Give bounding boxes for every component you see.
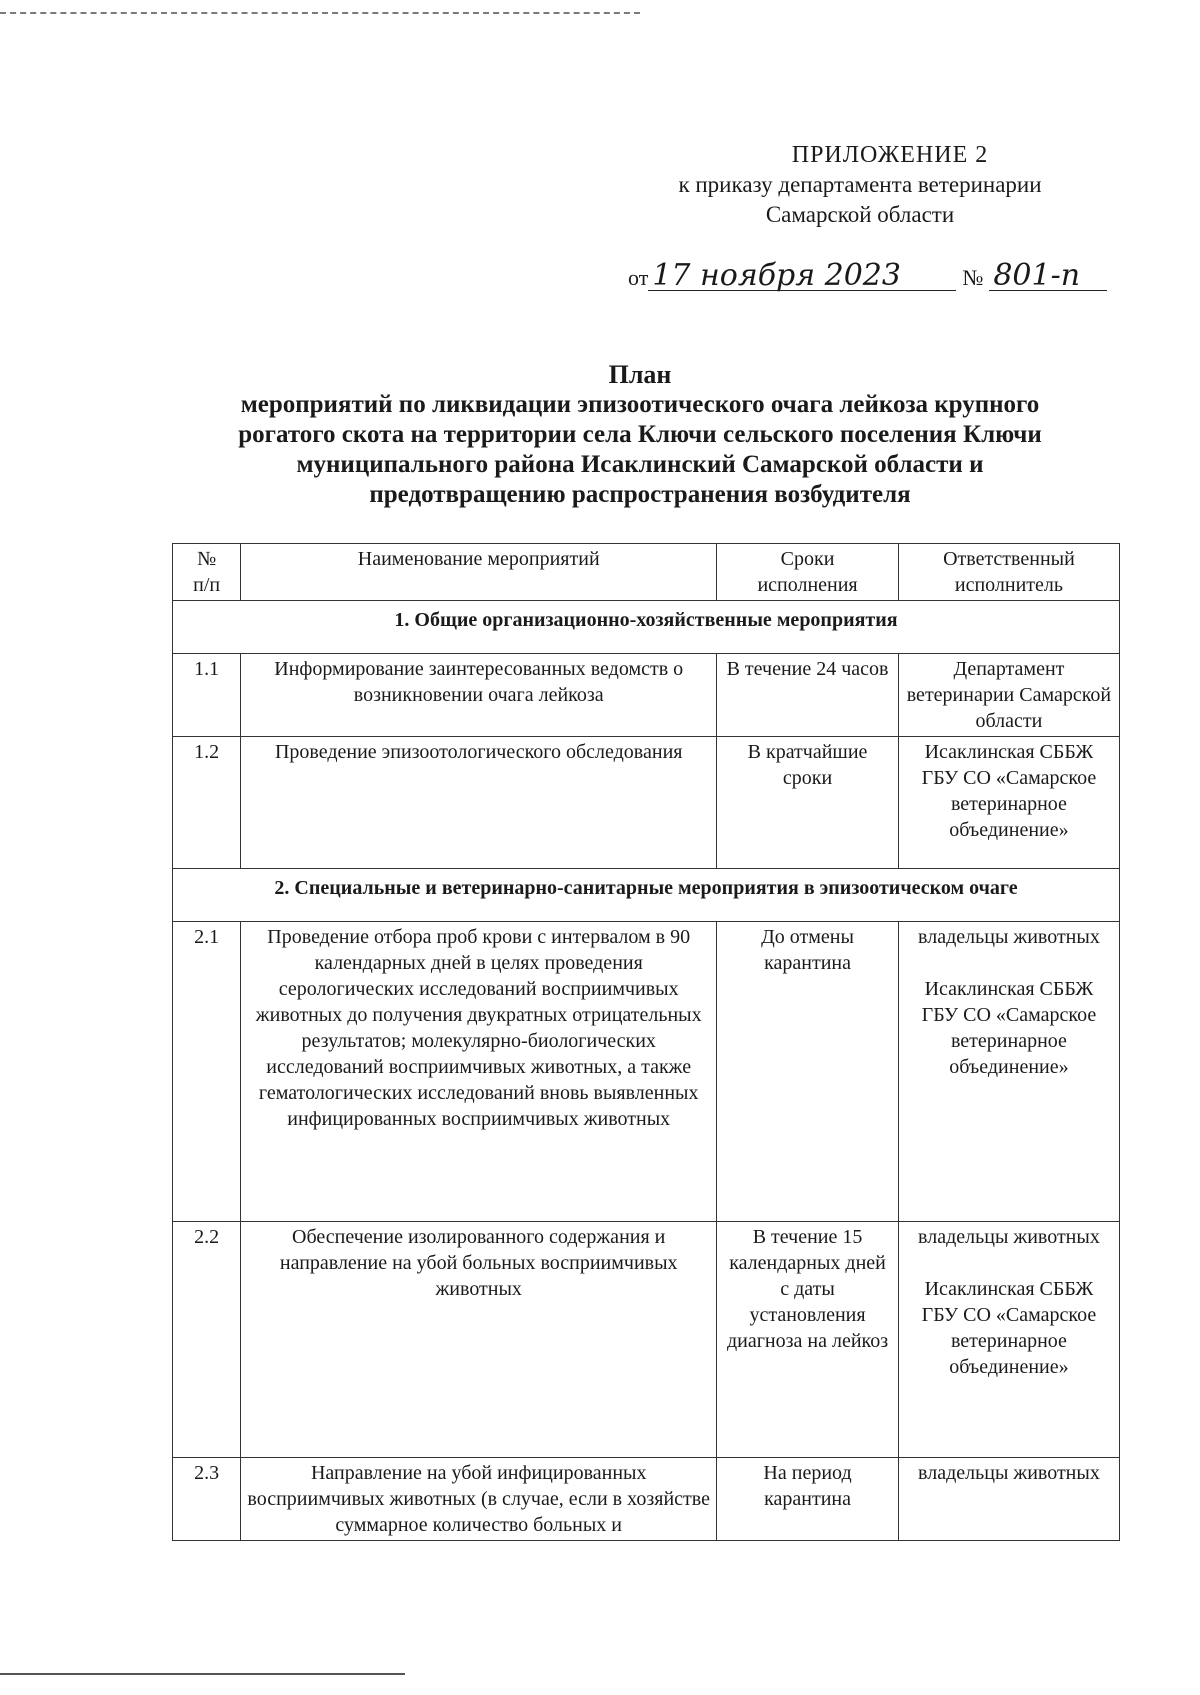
responsible-station: Исаклинская СББЖ ГБУ СО «Самарское ветеринарное объединение» bbox=[921, 978, 1097, 1078]
row-responsible: Исаклинская СББЖ ГБУ СО «Самарское ветеринарное объединение» bbox=[898, 737, 1119, 869]
title-line-2: рогатого скота на территории села Ключи сельского поселения Ключи bbox=[238, 421, 1042, 448]
title-line-3: муниципального района Исаклинский Самарской области и bbox=[296, 451, 984, 478]
header-num: № п/п bbox=[173, 544, 241, 601]
row-num: 2.2 bbox=[173, 1222, 241, 1458]
header-name: Наименование мероприятий bbox=[241, 544, 717, 601]
row-num: 1.2 bbox=[173, 737, 241, 869]
table-row bbox=[173, 737, 1120, 869]
row-responsible bbox=[898, 1222, 1119, 1458]
appendix-line-1: к приказу департамента ветеринарии bbox=[678, 172, 1042, 197]
row-num: 2.1 bbox=[173, 922, 241, 1222]
row-name: Направление на убой инфицированных восприимчивых животных (в случае, если в хозяйстве суммарное количество больных и bbox=[241, 1458, 717, 1541]
number-sign: № bbox=[962, 265, 984, 290]
row-term: В кратчайшие сроки bbox=[717, 737, 899, 869]
document-title bbox=[160, 360, 1120, 510]
responsible-owner: владельцы животных bbox=[918, 1226, 1100, 1248]
row-responsible bbox=[898, 922, 1119, 1222]
row-term: На период карантина bbox=[717, 1458, 899, 1541]
row-name: Обеспечение изолированного содержания и направление на убой больных восприимчивых животных bbox=[241, 1222, 717, 1458]
section-1-title: 1. Общие организационно-хозяйственные мероприятия bbox=[173, 601, 1120, 654]
table-row bbox=[173, 1222, 1120, 1458]
title-line-1: мероприятий по ликвидации эпизоотического очага лейкоза крупного bbox=[240, 391, 1040, 418]
table-header-row bbox=[173, 544, 1120, 601]
appendix-header bbox=[620, 140, 1100, 230]
table-row bbox=[173, 922, 1120, 1222]
scan-edge-dash bbox=[0, 12, 640, 14]
row-responsible: владельцы животных bbox=[898, 1458, 1119, 1541]
row-term: В течение 15 календарных дней с даты установления диагноза на лейкоз bbox=[717, 1222, 899, 1458]
handwritten-number: 801-п bbox=[989, 262, 1107, 291]
row-name: Проведение отбора проб крови с интервалом в 90 календарных дней в целях проведения серологических исследований восприимчивых животных до получения двукратных отрицательных результатов; молекулярно-биологических исследований восприимчивых животных, а также гематологических исследований вновь выявленных инфицированных восприимчивых животных bbox=[241, 922, 717, 1222]
row-term: В течение 24 часов bbox=[717, 654, 899, 737]
header-term: Сроки исполнения bbox=[717, 544, 899, 601]
row-name: Информирование заинтересованных ведомств о возникновении очага лейкоза bbox=[241, 654, 717, 737]
handwritten-date: 17 ноября 2023 bbox=[648, 262, 956, 291]
row-num: 2.3 bbox=[173, 1458, 241, 1541]
section-2-title: 2. Специальные и ветеринарно-санитарные мероприятия в эпизоотическом очаге bbox=[173, 869, 1120, 922]
title-main: План bbox=[608, 360, 672, 389]
section-row bbox=[173, 601, 1120, 654]
table-row bbox=[173, 654, 1120, 737]
row-responsible: Департамент ветеринарии Самарской области bbox=[898, 654, 1119, 737]
plan-table bbox=[172, 543, 1120, 1541]
header-responsible: Ответственный исполнитель bbox=[898, 544, 1119, 601]
title-line-4: предотвращению распространения возбудителя bbox=[369, 481, 911, 508]
responsible-owner: владельцы животных bbox=[918, 926, 1100, 948]
row-term: До отмены карантина bbox=[717, 922, 899, 1222]
responsible-station: Исаклинская СББЖ ГБУ СО «Самарское ветеринарное объединение» bbox=[921, 1278, 1097, 1378]
section-row bbox=[173, 869, 1120, 922]
row-name: Проведение эпизоотологического обследования bbox=[241, 737, 717, 869]
appendix-title: ПРИЛОЖЕНИЕ 2 bbox=[791, 142, 989, 168]
row-num: 1.1 bbox=[173, 654, 241, 737]
order-reference bbox=[628, 258, 1107, 293]
scan-edge-line bbox=[0, 1673, 405, 1675]
date-prefix: от bbox=[628, 265, 649, 290]
table-row bbox=[173, 1458, 1120, 1541]
appendix-line-2: Самарской области bbox=[765, 202, 955, 227]
